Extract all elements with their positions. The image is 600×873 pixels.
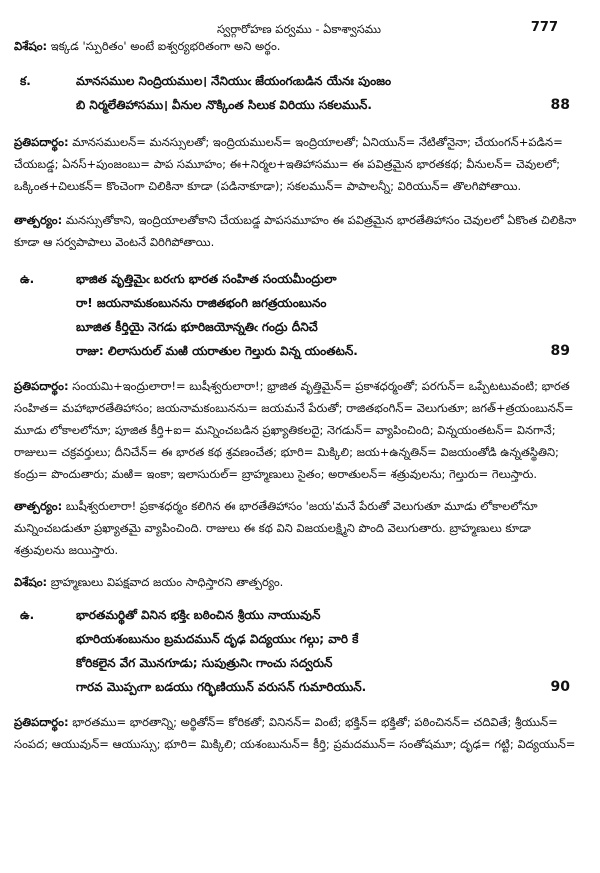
verse-88 xyxy=(14,69,584,117)
verse-line: భాజిత వృత్తిమైఁ బరఁగు భారత సంహిత సంయమీంద్రులా xyxy=(76,272,337,286)
section-label: విశేషం: xyxy=(14,575,48,589)
section-label: ప్రతిపదార్థం: xyxy=(14,135,69,149)
running-header-title: స్వర్గారోహణ పర్వము - ఏకాశ్వాసము xyxy=(217,22,381,36)
section-text: మనస్సుతోకాని, ఇంద్రియాలతోకాని చేయబడ్డ పాపసమూహం ఈ పవిత్రమైన భారతేతిహాసం చెవులలో ఏకొంత చిలికినా కూడా ఆ సర్వపాపాలు వెంటనే విరిగిపోతాయి. xyxy=(14,213,577,249)
section-label: విశేషం: xyxy=(14,39,48,53)
meaning-paragraph xyxy=(14,209,584,253)
meaning-paragraph xyxy=(14,495,584,561)
word-meaning-paragraph xyxy=(14,375,584,485)
verse-line: కోరికలైన వేగ మొనగూడు; సుపుత్రునిఁ గాంచు సద్వరున్ xyxy=(76,656,333,670)
verse-89 xyxy=(14,267,584,363)
section-text: భారతము= భారతాన్ని; అర్థితోన్= కోరికతో; వినినన్= వింటే; భక్తిన్= భక్తితో; పఠించినన్= చదివితే; శ్రీయున్= సంపద; ఆయువున్= ఆయుస్సు; భూరి= మిక్కిలి; యశంబునున్= కీర్తి; ప్రమదమున్= సంతోషమూ; దృఢ= గట్టి; విద్యయున్= xyxy=(14,715,576,751)
verse-line: భూరియశంబునుం బ్రమదమున్ దృఢ విద్యయుఁ గల్గు; వారి కే xyxy=(76,632,359,646)
verse-meter-marker: ఉ. xyxy=(20,608,35,622)
verse-line: భారతమర్థితో వినిన భక్తిఁ బఠించిన శ్రీయు నాయువున్ xyxy=(76,608,321,622)
page-number: 777 xyxy=(530,20,558,35)
verse-line: మానసముల నింద్రియముల। నేనియుఁ జేయంగఁబడిన యేనః పుంజం xyxy=(76,74,392,88)
verse-90 xyxy=(14,603,584,699)
page-header xyxy=(14,0,584,36)
verse-meter-marker: క. xyxy=(20,74,31,88)
section-text: మానసములన్= మనస్సులతో; ఇంద్రియములన్= ఇంద్రియాలతో; ఏనియున్= నేటితోనైనా; చేయంగన్+పడిన= చేయబడ్డ; ఏనస్+పుంజంబు= పాప సమూహం; ఈ+నిర్మల+ఇతిహాసము= ఈ పవిత్రమైన భారతకథ; వీనులన్= చెవులలో; ఒక్కింత+చిలుకన్= కొంచెంగా చిలికినా కూడా (పడినాకూడా); సకలమున్= పాపాలన్నీ; విరియున్= తొలగిపోతాయి. xyxy=(14,135,563,193)
verse-line: రాజు: లిలాసురుల్ మఱి యరాతుల గెల్తురు విన్న యంతటన్. xyxy=(76,344,358,358)
section-text: బ్రాహ్మణులు విపక్షవాద జయం సాధిస్తారని తాత్పర్యం. xyxy=(47,575,284,589)
verse-line: రా! జయనామకంబునను రాజితభంగి జగత్రయంబునం xyxy=(76,296,327,310)
section-text: ఇక్కడ 'స్పురితం' అంటే ఐశ్వర్యభరితంగా అని అర్థం. xyxy=(47,39,281,53)
verse-line: గారవ మొప్పఁగా బడయు గర్భిణియున్ వరుసన్ గుమారియున్. xyxy=(76,680,367,694)
section-text: సంయమి+ఇంద్రులారా!= బుషీశ్వరులారా!; భ్రాజిత వృత్తిమైన్= ప్రకాశధర్మంతో; పరగున్= ఒప్పేటటువంటి; భారత సంహిత= మహాభారతేతిహాసం; జయనామకంబునను= జయమనే పేరుతో; రాజితభంగిన్= వెలుగుతూ; జగత్+త్రయంబునన్= మూడు లోకాలలోనూ; పూజిత కీర్తి+ఐ= మన్నించబడిన ప్రఖ్యాతికలదై; నెగడున్= వ్యాపించింది; విన్నయంతటన్= వినగానే; రాజులు= చక్రవర్తులు; దీనిచేన్= ఈ భారత కథ శ్రవణంచేత; భూరి= మిక్కిలి; జయ+ఉన్నతిన్= విజయంతోడి ఉన్నతస్థితిని; కంద్రు= పొందుతారు; మఱి= ఇంకా; ఇలాసురుల్= బ్రాహ్మణులు సైతం; అరాతులన్= శత్రువులను; గెల్తురు= గెలుస్తారు. xyxy=(14,379,574,481)
section-label: తాత్పర్యం: xyxy=(14,499,63,513)
verse-meter-marker: ఉ. xyxy=(20,272,35,286)
section-label: తాత్పర్యం: xyxy=(14,213,63,227)
verse-number: 88 xyxy=(550,97,570,113)
verse-line: బి నిర్మలేతిహాసము। వీనుల నొక్కింత సిలుక విరియు సకలమున్. xyxy=(76,98,372,112)
verse-line: బూజిత కీర్తియై నెగడు భూరిజయోన్నతిఁ గంద్రు దీనిచే xyxy=(76,320,318,334)
section-label: ప్రతిపదార్థం: xyxy=(14,715,69,729)
word-meaning-paragraph xyxy=(14,711,584,755)
section-label: ప్రతిపదార్థం: xyxy=(14,379,69,393)
note-paragraph xyxy=(14,571,584,593)
verse-number: 89 xyxy=(550,343,570,359)
word-meaning-paragraph xyxy=(14,131,584,197)
verse-number: 90 xyxy=(550,679,570,695)
section-text: బుషీశ్వరులారా! ప్రకాశధర్మం కలిగిన ఈ భారతేతిహాసం 'జయ'మనే పేరుతో వెలుగుతూ మూడు లోకాలలోనూ మన్నించబడుతూ ప్రఖ్యాతమై వ్యాపించింది. రాజులు ఈ కథ విని విజయలక్ష్మిని పొంది వెలుగుతారు. బ్రాహ్మణులు కూడా శత్రువులను జయిస్తారు. xyxy=(14,499,538,557)
